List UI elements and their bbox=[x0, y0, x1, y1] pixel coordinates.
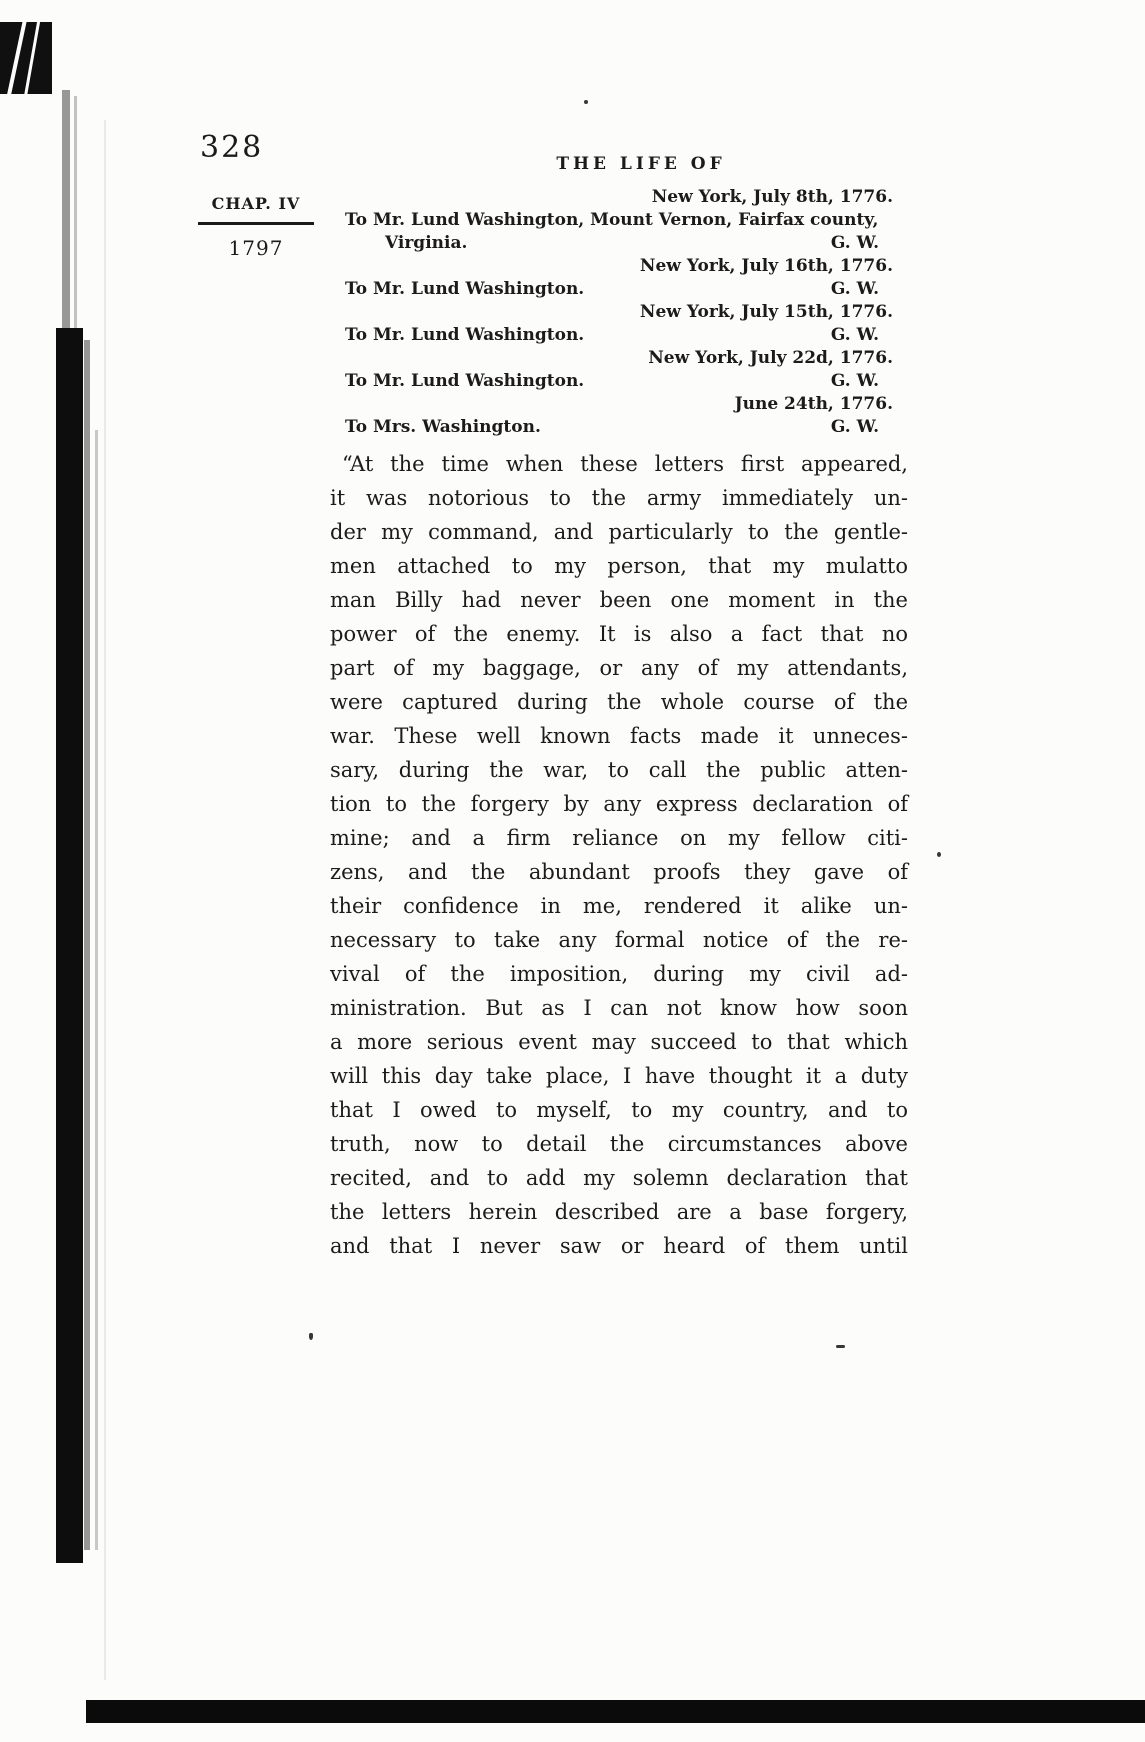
scan-artifact-left-strip bbox=[62, 90, 70, 335]
letter-addressee-row bbox=[345, 278, 893, 301]
body-line: part of my baggage, or any of my attendants, bbox=[330, 656, 908, 680]
letter-signature: G. W. bbox=[830, 233, 879, 253]
body-line: man Billy had never been one moment in the bbox=[330, 588, 908, 612]
letter-signature: G. W. bbox=[830, 417, 879, 437]
letter-addressee-row bbox=[345, 370, 893, 393]
letter-entry bbox=[345, 255, 893, 301]
body-line: tion to the forgery by any express declaration of bbox=[330, 792, 908, 816]
body-line: and that I never saw or heard of them until bbox=[330, 1234, 908, 1258]
scan-speck bbox=[584, 100, 588, 104]
letter-date: New York, July 22d, 1776. bbox=[648, 348, 893, 368]
letter-entry bbox=[345, 301, 893, 347]
body-line: it was notorious to the army immediately un- bbox=[330, 486, 908, 510]
scan-artifact-slash bbox=[4, 22, 29, 94]
scan-artifact-left-band-edge bbox=[84, 340, 90, 1550]
letter-entry bbox=[345, 393, 893, 439]
body-line: were captured during the whole course of the bbox=[330, 690, 908, 714]
letter-entry bbox=[345, 347, 893, 393]
running-header: THE LIFE OF bbox=[556, 154, 726, 174]
letter-addressee: To Mrs. Washington. bbox=[345, 417, 541, 437]
page-number: 328 bbox=[200, 130, 264, 165]
letter-date: New York, July 16th, 1776. bbox=[639, 256, 893, 276]
body-line: vival of the imposition, during my civil ad- bbox=[330, 962, 908, 986]
letter-addressee: To Mr. Lund Washington, Mount Vernon, Fairfax county, bbox=[345, 210, 879, 230]
letter-addressee: To Mr. Lund Washington. bbox=[345, 325, 585, 345]
body-line: the letters herein described are a base forgery, bbox=[330, 1200, 908, 1224]
body-line: power of the enemy. It is also a fact that no bbox=[330, 622, 908, 646]
body-line: zens, and the abundant proofs they gave of bbox=[330, 860, 908, 884]
body-line: that I owed to myself, to my country, and to bbox=[330, 1098, 908, 1122]
chapter-year: 1797 bbox=[228, 236, 284, 260]
chapter-margin-block bbox=[198, 194, 314, 260]
scan-artifact-left-line bbox=[95, 430, 98, 1550]
body-line: sary, during the war, to call the public atten- bbox=[330, 758, 908, 782]
letter-addressee-row bbox=[345, 232, 893, 255]
body-paragraph bbox=[330, 447, 908, 1263]
scan-artifact-left-band bbox=[56, 328, 83, 1563]
letter-date: New York, July 8th, 1776. bbox=[651, 187, 893, 207]
body-line: necessary to take any formal notice of the re- bbox=[330, 928, 908, 952]
scan-speck bbox=[309, 1333, 313, 1340]
chapter-rule bbox=[198, 222, 314, 225]
letter-addressee-continuation: Virginia. bbox=[385, 233, 468, 253]
letter-signature: G. W. bbox=[830, 371, 879, 391]
body-line: recited, and to add my solemn declaration that bbox=[330, 1166, 908, 1190]
scan-artifact-slash bbox=[21, 22, 41, 94]
letter-addressee-row bbox=[345, 416, 893, 439]
letter-addressee: To Mr. Lund Washington. bbox=[345, 279, 585, 299]
letter-addressee-row bbox=[345, 324, 893, 347]
scan-speck bbox=[937, 852, 941, 857]
letter-date: New York, July 15th, 1776. bbox=[639, 302, 893, 322]
body-line: a more serious event may succeed to that which bbox=[330, 1030, 908, 1054]
body-line: men attached to my person, that my mulatto bbox=[330, 554, 908, 578]
body-line: will this day take place, I have thought it a duty bbox=[330, 1064, 908, 1088]
letter-addressee: To Mr. Lund Washington. bbox=[345, 371, 585, 391]
scan-artifact-top-left bbox=[0, 22, 52, 94]
body-line: truth, now to detail the circumstances above bbox=[330, 1132, 908, 1156]
scan-artifact-crease bbox=[104, 120, 106, 1680]
letter-signature: G. W. bbox=[830, 325, 879, 345]
scan-artifact-left-strip bbox=[74, 96, 77, 328]
body-line: mine; and a firm reliance on my fellow citi- bbox=[330, 826, 908, 850]
body-line: der my command, and particularly to the gentle- bbox=[330, 520, 908, 544]
letters-list bbox=[345, 186, 893, 439]
letter-signature: G. W. bbox=[830, 279, 879, 299]
letter-addressee-row bbox=[345, 209, 893, 232]
letter-entry bbox=[345, 186, 893, 255]
letter-date: June 24th, 1776. bbox=[734, 394, 893, 414]
scan-artifact-bottom-bar bbox=[86, 1700, 1145, 1723]
scan-speck bbox=[836, 1345, 845, 1348]
body-line: “At the time when these letters first appeared, bbox=[342, 452, 908, 476]
body-line: ministration. But as I can not know how soon bbox=[330, 996, 908, 1020]
chapter-label: CHAP. IV bbox=[211, 194, 301, 213]
body-line: war. These well known facts made it unneces- bbox=[330, 724, 908, 748]
body-line: their confidence in me, rendered it alike un- bbox=[330, 894, 908, 918]
